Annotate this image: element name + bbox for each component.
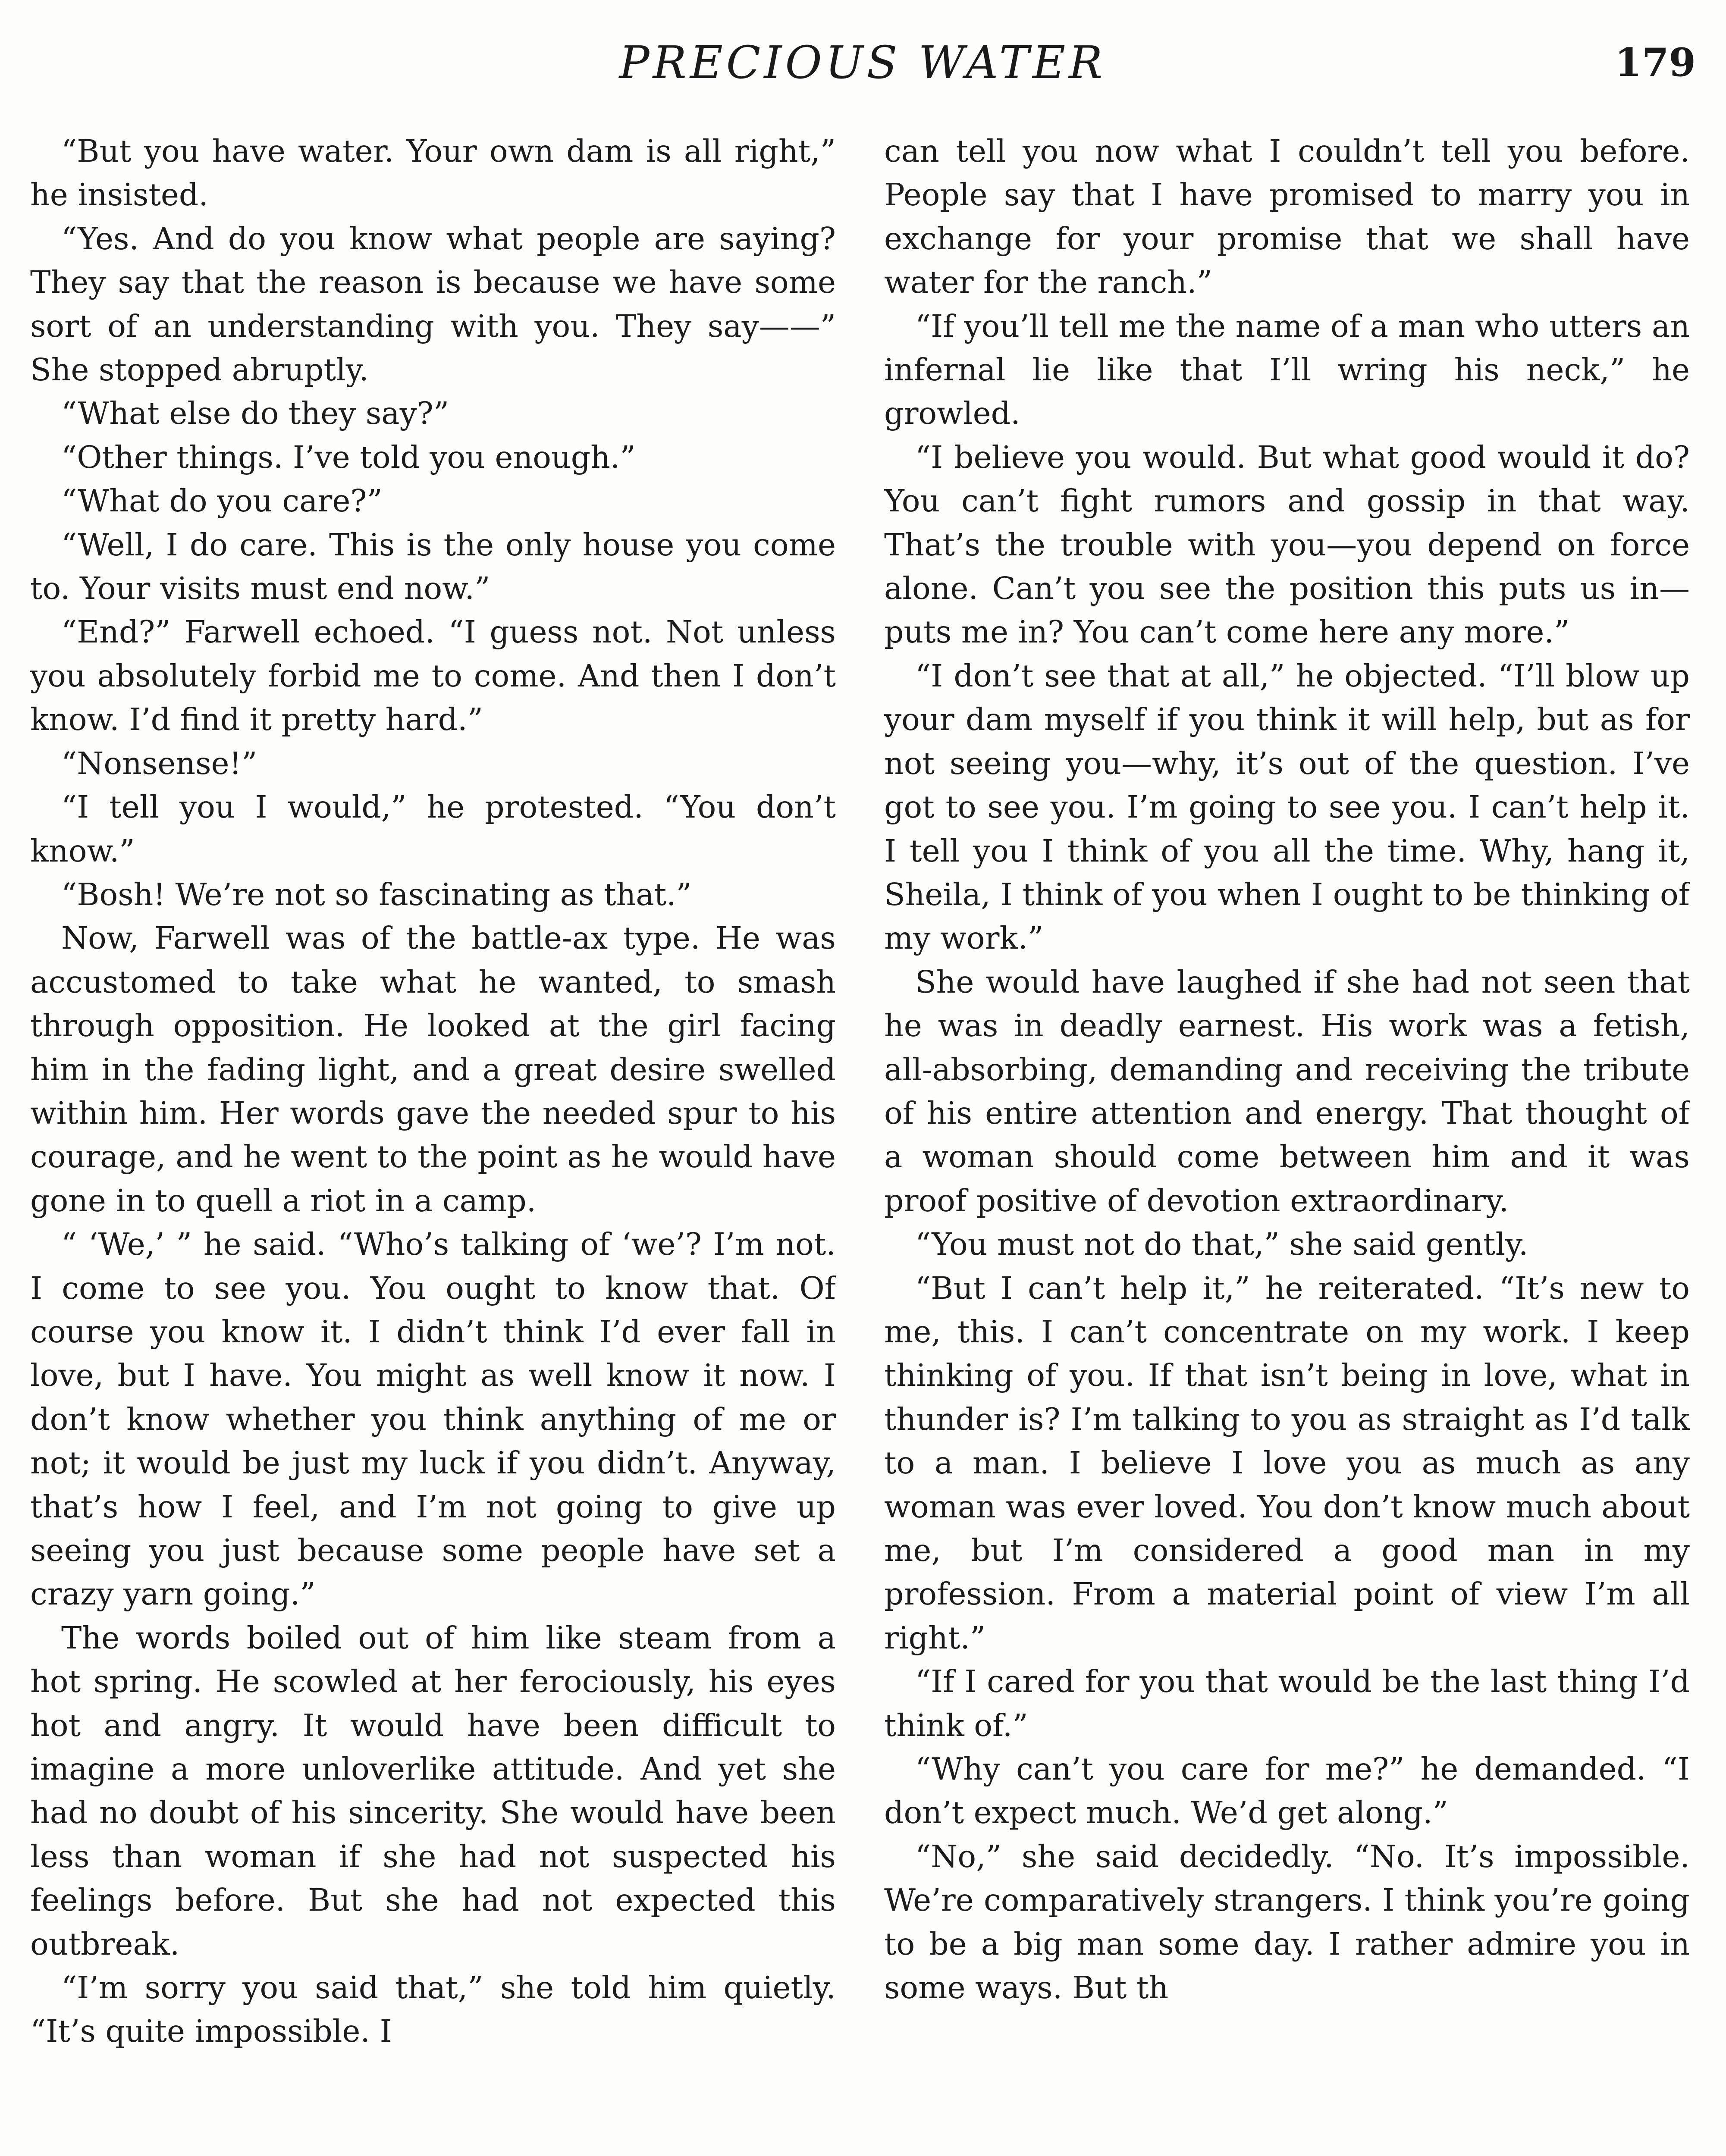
page-number: 179 [1615,40,1696,85]
paragraph: “I don’t see that at all,” he objected. “I’ll blow up your dam myself if you think it will help, but as for not seeing you—why, it’s out of the question. I’ve got to see you. I’m going to see you. I can’t help it. I tell you I think of you all the time. Why, hang it, Sheila, I think of you when I ought to be thinking of my work.” [884,658,1690,956]
paragraph: “You must not do that,” she said gently. [915,1226,1528,1263]
paragraph: “But you have water. Your own dam is all right,” he insisted. [30,133,836,213]
paragraph-continuation: can tell you now what I couldn’t tell you before. People say that I have promised to marry you in exchange for your promise that we shall have water for the ranch.” [884,133,1690,301]
paragraph: “If I cared for you that would be the last thing I’d think of.” [884,1664,1690,1743]
paragraph: “Other things. I’ve told you enough.” [61,439,636,475]
paragraph: She would have laughed if she had not seen that he was in deadly earnest. His work was a fetish, all-absorbing, demanding and receiving the tribute of his entire attention and energy. That thought of a woman should come between him and it was proof positive of devotion extraordinary. [884,964,1690,1219]
paragraph: “Why can’t you care for me?” he demanded. “I don’t expect much. We’d get along.” [884,1751,1690,1831]
paragraph: “Bosh! We’re not so fascinating as that.” [61,876,692,912]
paragraph: “But I can’t help it,” he reiterated. “It’s new to me, this. I can’t concentrate on my work. I keep thinking of you. If that isn’t being in love, what in thunder is? I’m talking to you as straight as I’d talk to a man. I believe I love you as much as any woman was ever loved. You don’t know much about me, but I’m considered a good man in my profession. From a material point of view I’m all right.” [884,1270,1690,1656]
paragraph: “Nonsense!” [61,745,257,781]
running-header [0,30,1726,95]
paragraph: The words boiled out of him like steam from a hot spring. He scowled at her ferociously, his eyes hot and angry. It would have been difficult to imagine a more unloverlike attitude. And yet she had no doubt of his sincerity. She would have been less than woman if she had not suspected his feelings before. But she had not expected this outbreak. [30,1620,836,1962]
paragraph: “What else do they say?” [61,395,449,432]
paragraph: “End?” Farwell echoed. “I guess not. Not unless you absolutely forbid me to come. And then I don’t know. I’d find it pretty hard.” [30,614,836,738]
paragraph: “I tell you I would,” he protested. “You don’t know.” [30,789,836,869]
paragraph: “ ‘We,’ ” he said. “Who’s talking of ‘we’? I’m not. I come to see you. You ought to know that. Of course you know it. I didn’t think I’d ever fall in love, but I have. You might as well know it now. I don’t know whether you think anything of me or not; it would be just my luck if you didn’t. Anyway, that’s how I feel, and I’m not going to give up seeing you just because some people have set a crazy yarn going.” [30,1226,836,1612]
right-text-column [884,129,1690,2156]
paragraph: “I’m sorry you said that,” she told him quietly. “It’s quite impossible. I [30,1970,836,2049]
running-title: PRECIOUS WATER [619,36,1106,89]
paragraph: “No,” she said decidedly. “No. It’s impossible. We’re comparatively strangers. I think you’re going to be a big man some day. I rather admire you in some ways. But th [884,1838,1690,2006]
paragraph: “I believe you would. But what good would it do? You can’t fight rumors and gossip in that way. That’s the trouble with you—you depend on force alone. Can’t you see the position this puts us in—puts me in? You can’t come here any more.” [884,439,1690,650]
paragraph: Now, Farwell was of the battle-ax type. He was accustomed to take what he wanted, to smash through opposition. He looked at the girl facing him in the fading light, and a great desire swelled within him. Her words gave the needed spur to his courage, and he went to the point as he would have gone in to quell a riot in a camp. [30,920,836,1219]
paragraph: “What do you care?” [61,483,383,519]
left-text-column [30,129,836,2156]
paragraph: “Well, I do care. This is the only house you come to. Your visits must end now.” [30,526,836,607]
paragraph: “Yes. And do you know what people are saying? They say that the reason is because we have some sort of an understanding with you. They say——” She stopped abruptly. [30,220,836,388]
paragraph: “If you’ll tell me the name of a man who utters an infernal lie like that I’ll wring his neck,” he growled. [884,308,1690,432]
